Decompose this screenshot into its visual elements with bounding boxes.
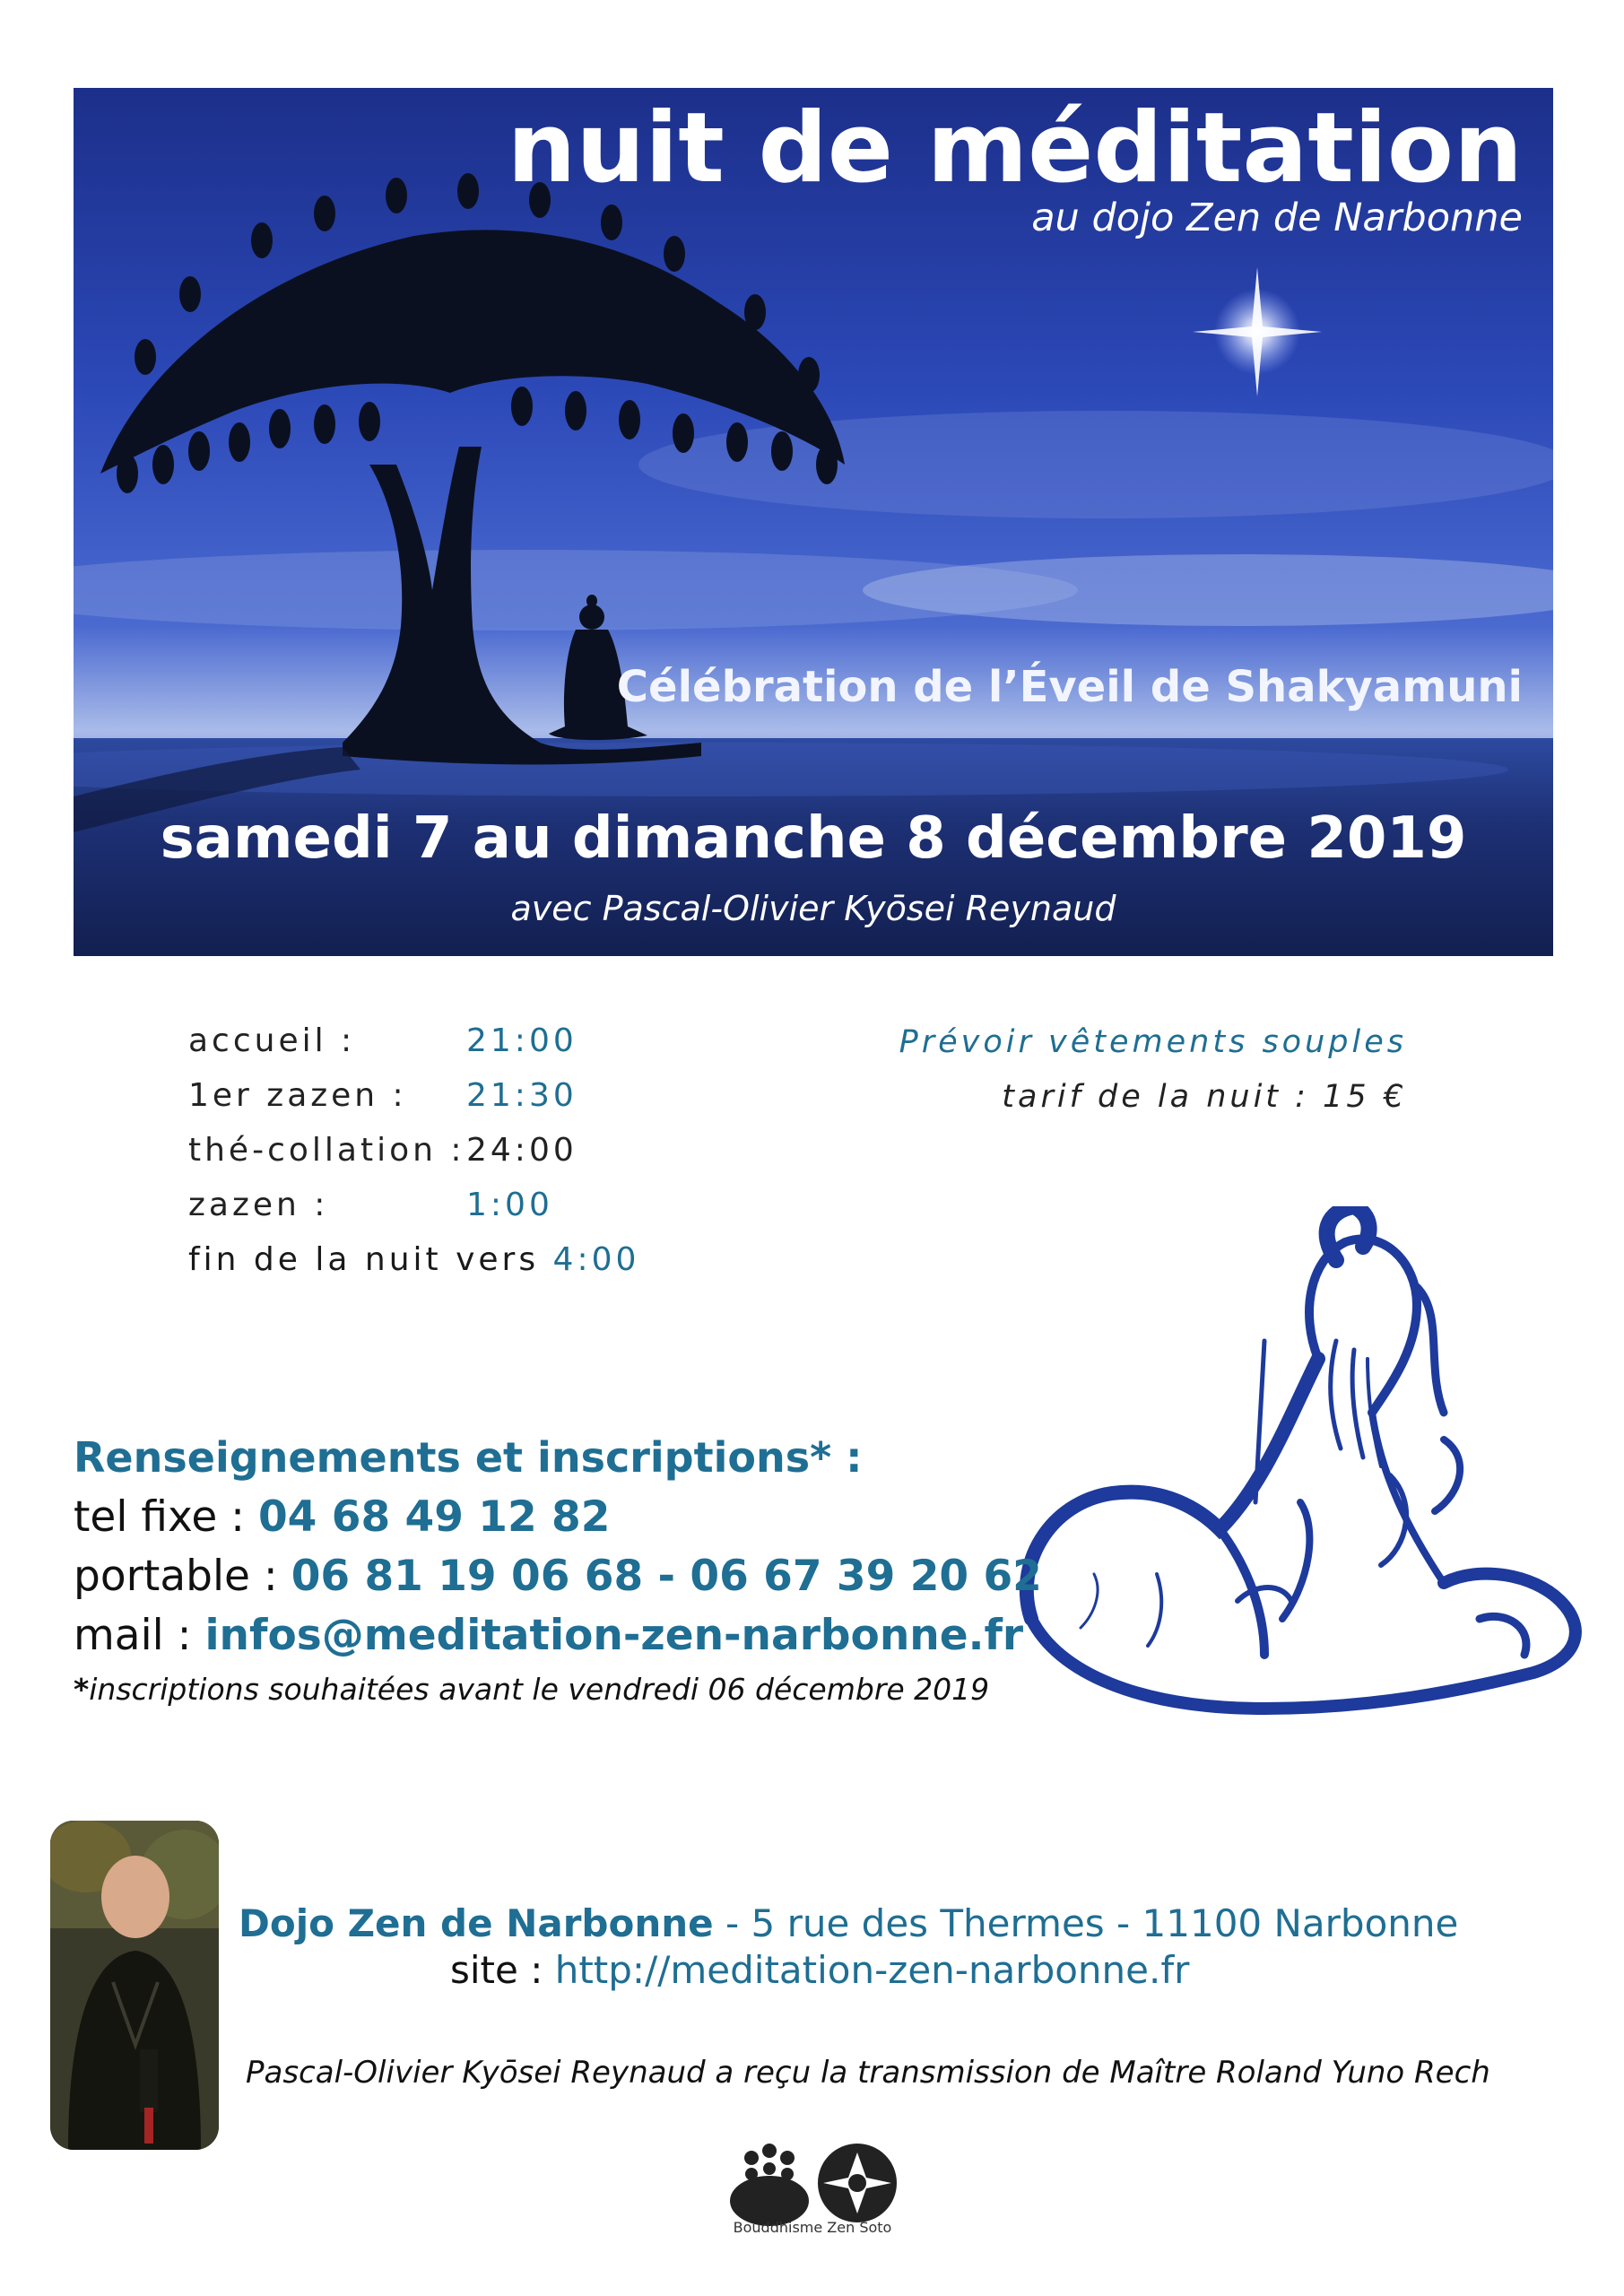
paulownia-crest-icon	[730, 2144, 809, 2226]
header-banner	[74, 88, 1553, 956]
schedule-label: zazen :	[188, 1187, 329, 1223]
schedule-end-time: 4:00	[552, 1241, 640, 1278]
phone-line	[74, 1492, 610, 1542]
price-note: tarif de la nuit : 15 €	[1002, 1079, 1407, 1115]
soto-zen-logos	[725, 2131, 900, 2233]
contact-heading: Renseignements et inscriptions* :	[74, 1433, 863, 1482]
celebration-text: Célébration de l’Éveil de Shakyamuni	[616, 662, 1523, 712]
teacher-photo	[50, 1821, 219, 2150]
phone-label: tel fixe :	[74, 1492, 246, 1542]
footnote-text: inscriptions souhaitées avant le vendredi 06 décembre 2019	[89, 1672, 990, 1707]
dojo-address: - 5 rue des Thermes - 11100 Narbonne	[725, 1901, 1459, 1945]
footnote-star: *	[74, 1672, 90, 1707]
mail-link[interactable]: infos@meditation-zen-narbonne.fr	[204, 1611, 1024, 1660]
dojo-address-line	[239, 1901, 1458, 1945]
site-label: site :	[450, 1948, 543, 1992]
mail-line	[74, 1611, 1023, 1660]
schedule-time: 21:30	[466, 1077, 578, 1114]
schedule-time: 1:00	[466, 1187, 553, 1223]
schedule-label: 1er zazen :	[188, 1077, 407, 1114]
schedule-time: 24:00	[466, 1132, 578, 1169]
mobile-line	[74, 1552, 1042, 1601]
mail-label: mail :	[74, 1611, 192, 1660]
schedule-end-label: fin de la nuit vers	[188, 1241, 540, 1278]
dojo-name: Dojo Zen de Narbonne	[239, 1901, 714, 1945]
ink-drawing-sage-illustration	[995, 1206, 1587, 1762]
page-subtitle: au dojo Zen de Narbonne	[1031, 196, 1523, 240]
registration-footnote	[74, 1672, 989, 1707]
teacher-line: avec Pascal-Olivier Kyōsei Reynaud	[510, 889, 1116, 928]
site-link[interactable]: http://meditation-zen-narbonne.fr	[554, 1948, 1190, 1992]
event-dates: samedi 7 au dimanche 8 décembre 2019	[160, 805, 1467, 872]
page-title: nuit de méditation	[507, 92, 1523, 204]
site-line	[450, 1948, 1189, 1992]
transmission-note: Pascal-Olivier Kyōsei Reynaud a reçu la transmission de Maître Roland Yuno Rech	[246, 2055, 1490, 2091]
mobile-number-link[interactable]: 06 81 19 06 68 - 06 67 39 20 62	[291, 1552, 1042, 1601]
phone-number-link[interactable]: 04 68 49 12 82	[257, 1492, 611, 1542]
schedule-label: thé-collation :	[188, 1132, 465, 1169]
schedule-row-end	[188, 1241, 639, 1286]
logo-caption: Bouddhisme Zen Soto	[733, 2219, 892, 2236]
schedule-time: 21:00	[466, 1022, 578, 1059]
clothing-note: Prévoir vêtements souples	[899, 1024, 1407, 1060]
schedule-label: accueil :	[188, 1022, 356, 1059]
mobile-label: portable :	[74, 1552, 278, 1601]
